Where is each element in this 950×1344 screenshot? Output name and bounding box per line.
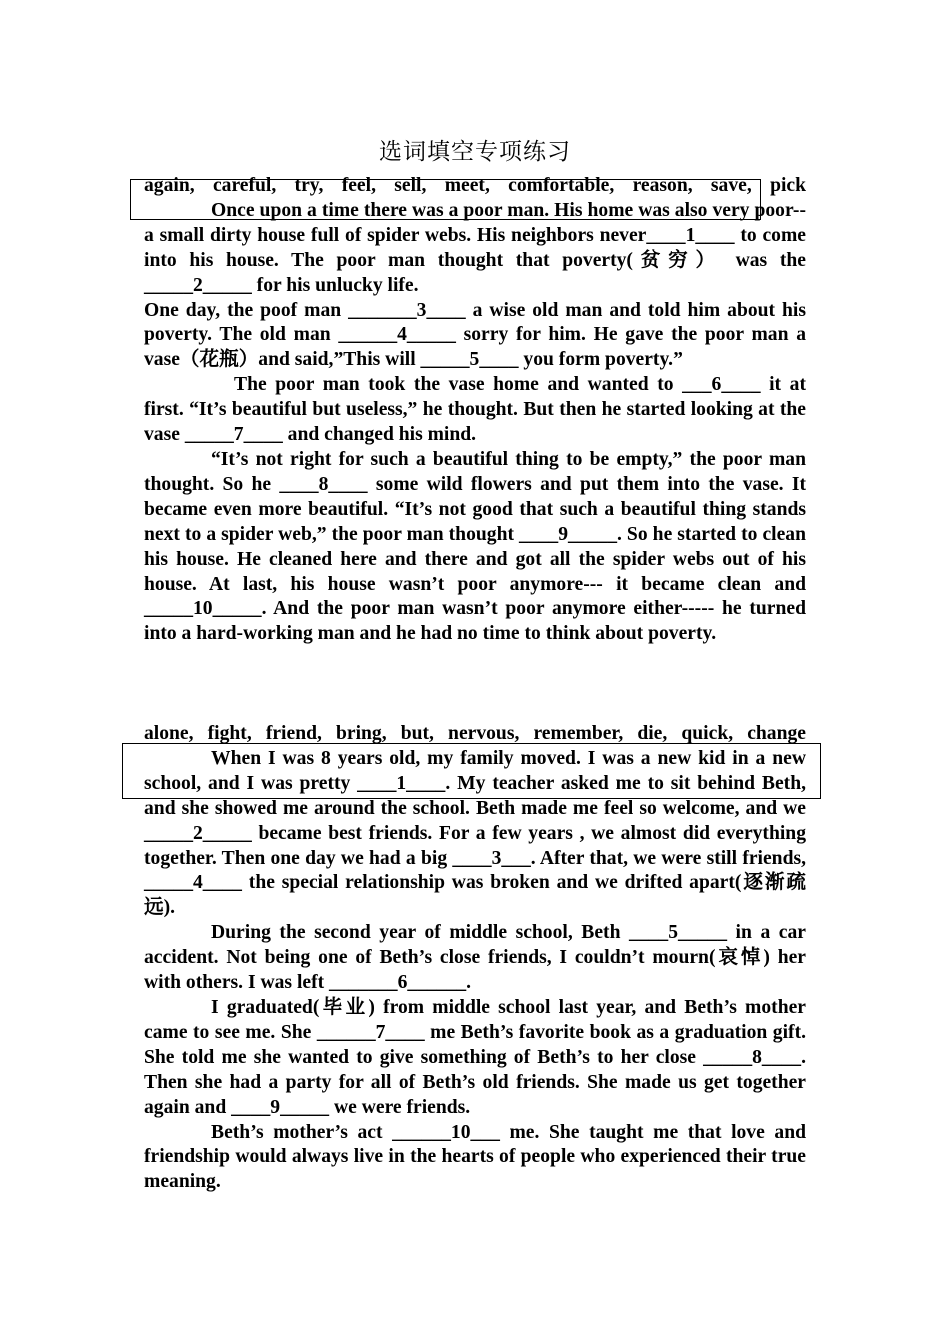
exercise-2 [144, 722, 806, 1195]
word-bank-2: alone, fight, friend, bring, but, nervous, remember, die, quick, change [144, 723, 806, 744]
passage-2-paragraph-4: Beth’s mother’s act ______10___ me. She taught me that love and friendship would always live in the hearts of people who experienced their true meaning. [144, 1121, 806, 1193]
passage-1-paragraph-2: One day, the poof man _______3____ a wise old man and told him about his poverty. The old man ______4_____ sorry for him. He gave the poor man a vase（花瓶）and said,”This will _____5____ you form poverty.” [144, 299, 806, 371]
passage-2-paragraph-1: When I was 8 years old, my family moved. I was a new kid in a new school, and I was pretty ____1____. My teacher asked me to sit behind Beth, and she showed me around the school. Beth made me feel so welcome, and we _____2_____ became best friends. For a few years , we almost did everything together. Then one day we had a big ____3___. After that, we were still friends, _____4____ the special relationship was broken and we drifted apart(逐渐疏远). [144, 747, 806, 919]
passage-1-paragraph-3: The poor man took the vase home and wanted to ___6____ it at first. “It’s beautiful but useless,” he thought. But then he started looking at the vase _____7____ and changed his mind. [144, 374, 806, 446]
passage-1-paragraph-1: Once upon a time there was a poor man. His home was also very poor-- a small dirty house full of spider webs. His neighbors never____1____ to come into his house. The poor man thought that poverty(贫穷） was the _____2_____ for his unlucky life. [144, 199, 806, 296]
passage-1-paragraph-4: “It’s not right for such a beautiful thing to be empty,” the poor man thought. So he ____8____ some wild flowers and put them into the vase. It became even more beautiful. “It’s not good that such a beautiful thing stands next to a spider web,” the poor man thought ____9_____. So he started to clean his house. He cleaned here and there and got all the spider webs out of his house. At last, his house wasn’t poor anymore--- it became clean and _____10_____. And the poor man wasn’t poor anymore either----- he turned into a hard-working man and he had no time to think about poverty. [144, 448, 806, 645]
page-title: 选词填空专项练习 [379, 139, 571, 165]
word-bank-1: again, careful, try, feel, sell, meet, comfortable, reason, save, pick [144, 175, 806, 196]
passage-2-paragraph-2: During the second year of middle school, Beth ____5_____ in a car accident. Not being one of Beth’s close friends, I couldn’t mourn(哀悼) her with others. I was left _______6______. [144, 922, 806, 994]
exercise-1 [144, 174, 806, 647]
passage-2-paragraph-3: I graduated(毕业) from middle school last year, and Beth’s mother came to see me. She ______7____ me Beth’s favorite book as a graduation gift. She told me she wanted to give something of Beth’s to her close _____8____. Then she had a party for all of Beth’s old friends. She made us get together again and ____9_____ we were friends. [144, 996, 806, 1118]
